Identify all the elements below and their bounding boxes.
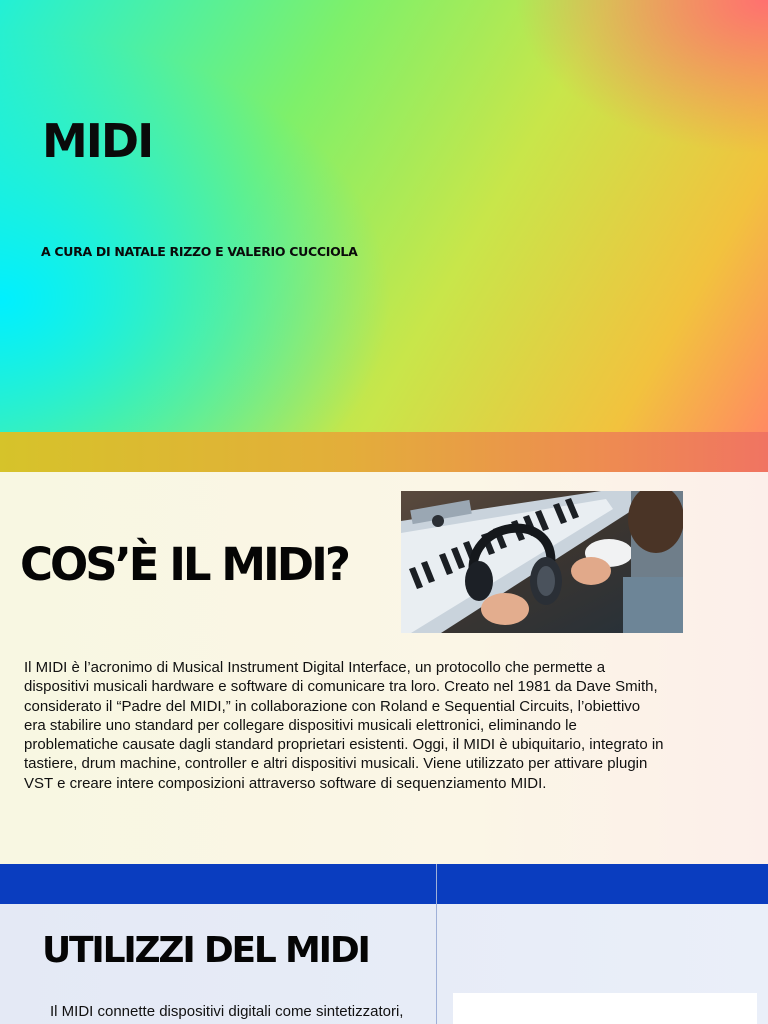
- slide-top-band: [0, 432, 768, 472]
- uses-body: Il MIDI connette dispositivi digitali come sintetizzatori,: [50, 1003, 404, 1020]
- slide-blue-band: [0, 864, 768, 904]
- cover-subtitle: A CURA DI NATALE RIZZO E VALERIO CUCCIOLA: [41, 244, 358, 259]
- cover-title: MIDI: [42, 114, 153, 168]
- slide-divider: [436, 864, 437, 1024]
- uses-slide: [0, 904, 768, 1024]
- uses-image-card: [453, 993, 757, 1024]
- cover-slide: [0, 0, 768, 432]
- uses-heading: UTILIZZI DEL MIDI: [42, 930, 369, 971]
- headphones-keyboard-photo: [401, 491, 683, 633]
- intro-slide: [0, 472, 768, 864]
- intro-body: Il MIDI è l’acronimo di Musical Instrument Digital Interface, un protocollo che permette a dispositivi musicali hardware e software di comunicare tra loro. Creato nel 1981 da Dave Smith, considerato il “Padre del MIDI,” in collaborazione con Roland e Sequential Circuits, l’obiettivo era stabilire uno standard per collegare dispositivi musicali elettronici, eliminando le problematiche causate dagli standard proprietari esistenti. Oggi, il MIDI è ubiquitario, integrato in tastiere, drum machine, controller e altri dispositivi musicali. Viene utilizzato per attivare plugin VST e creare intere composizioni attraverso software di sequenziamento MIDI.: [24, 659, 664, 792]
- intro-heading: COS’È IL MIDI?: [20, 538, 348, 591]
